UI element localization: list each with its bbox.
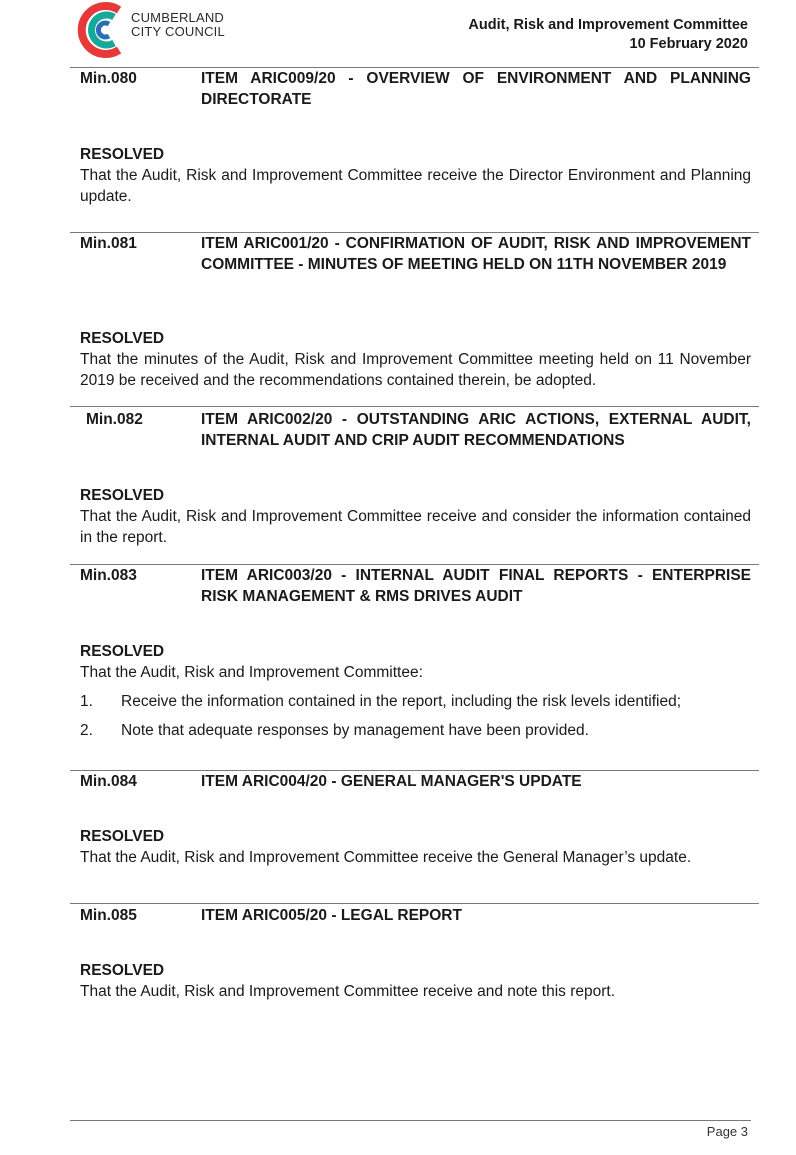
footer-divider	[70, 1120, 751, 1121]
resolved-label: RESOLVED	[80, 487, 165, 504]
minute-heading	[80, 565, 751, 607]
minute-section	[80, 565, 751, 607]
minute-section	[80, 771, 751, 792]
resolved-label: RESOLVED	[80, 146, 165, 163]
list-number: 1.	[80, 693, 93, 710]
minute-section	[80, 409, 751, 451]
list-item	[80, 720, 751, 741]
resolution-text: That the minutes of the Audit, Risk and Improvement Committee meeting held on 11 November 2019 be received and the recommendations contained therein, be adopted.	[80, 351, 751, 389]
minute-heading	[80, 905, 751, 926]
resolved-label: RESOLVED	[80, 330, 165, 347]
minute-resolution	[80, 641, 751, 741]
resolved-label: RESOLVED	[80, 962, 165, 979]
item-title: ITEM ARIC001/20 - CONFIRMATION OF AUDIT, RISK AND IMPROVEMENT COMMITTEE - MINUTES OF MEETING HELD ON 11TH NOVEMBER 2019	[201, 235, 751, 273]
item-title: ITEM ARIC005/20 - LEGAL REPORT	[201, 907, 462, 924]
minute-section	[80, 905, 751, 926]
resolution-text: That the Audit, Risk and Improvement Committee:	[80, 664, 423, 681]
list-number: 2.	[80, 722, 93, 739]
minute-number: Min.082	[86, 411, 143, 428]
logo-line-2: CITY COUNCIL	[131, 24, 225, 39]
document-header	[468, 16, 748, 54]
logo-line-1: CUMBERLAND	[131, 10, 225, 25]
resolution-list	[80, 691, 751, 741]
minute-resolution	[80, 328, 751, 391]
minute-number: Min.080	[80, 70, 137, 87]
council-logo-icon	[73, 0, 129, 60]
item-title: ITEM ARIC002/20 - OUTSTANDING ARIC ACTIONS, EXTERNAL AUDIT, INTERNAL AUDIT AND CRIP AUDIT RECOMMENDATIONS	[201, 411, 751, 449]
logo-wordmark	[131, 11, 225, 39]
committee-name: Audit, Risk and Improvement Committee	[468, 17, 748, 33]
minute-number: Min.081	[80, 235, 137, 252]
minute-section	[80, 68, 751, 110]
council-logo	[73, 0, 233, 60]
section-divider	[70, 903, 759, 904]
minute-number: Min.085	[80, 907, 137, 924]
minute-resolution	[80, 144, 751, 207]
minute-section	[80, 233, 751, 275]
resolved-label: RESOLVED	[80, 828, 165, 845]
page-number: Page 3	[706, 1124, 748, 1139]
list-text: Note that adequate responses by management have been provided.	[121, 722, 589, 739]
section-divider	[70, 406, 759, 407]
item-title: ITEM ARIC009/20 - OVERVIEW OF ENVIRONMENT AND PLANNING DIRECTORATE	[201, 70, 751, 108]
resolution-text: That the Audit, Risk and Improvement Committee receive and consider the information contained in the report.	[80, 508, 751, 546]
resolution-text: That the Audit, Risk and Improvement Committee receive and note this report.	[80, 983, 616, 1000]
minute-heading	[80, 68, 751, 110]
minute-number: Min.084	[80, 773, 137, 790]
list-item	[80, 691, 751, 712]
minute-heading	[80, 409, 751, 451]
resolution-text: That the Audit, Risk and Improvement Committee receive the General Manager’s update.	[80, 849, 692, 866]
minute-resolution	[80, 485, 751, 548]
minute-heading	[80, 771, 751, 792]
list-text: Receive the information contained in the report, including the risk levels identified;	[121, 693, 682, 710]
resolved-label: RESOLVED	[80, 643, 165, 660]
item-title: ITEM ARIC003/20 - INTERNAL AUDIT FINAL REPORTS - ENTERPRISE RISK MANAGEMENT & RMS DRIVES AUDIT	[201, 567, 751, 605]
meeting-date: 10 February 2020	[629, 36, 748, 52]
minute-number: Min.083	[80, 567, 137, 584]
minute-resolution	[80, 826, 751, 868]
minute-heading	[80, 233, 751, 275]
resolution-text: That the Audit, Risk and Improvement Committee receive the Director Environment and Planning update.	[80, 167, 751, 205]
minute-resolution	[80, 960, 751, 1002]
item-title: ITEM ARIC004/20 - GENERAL MANAGER'S UPDATE	[201, 773, 582, 790]
